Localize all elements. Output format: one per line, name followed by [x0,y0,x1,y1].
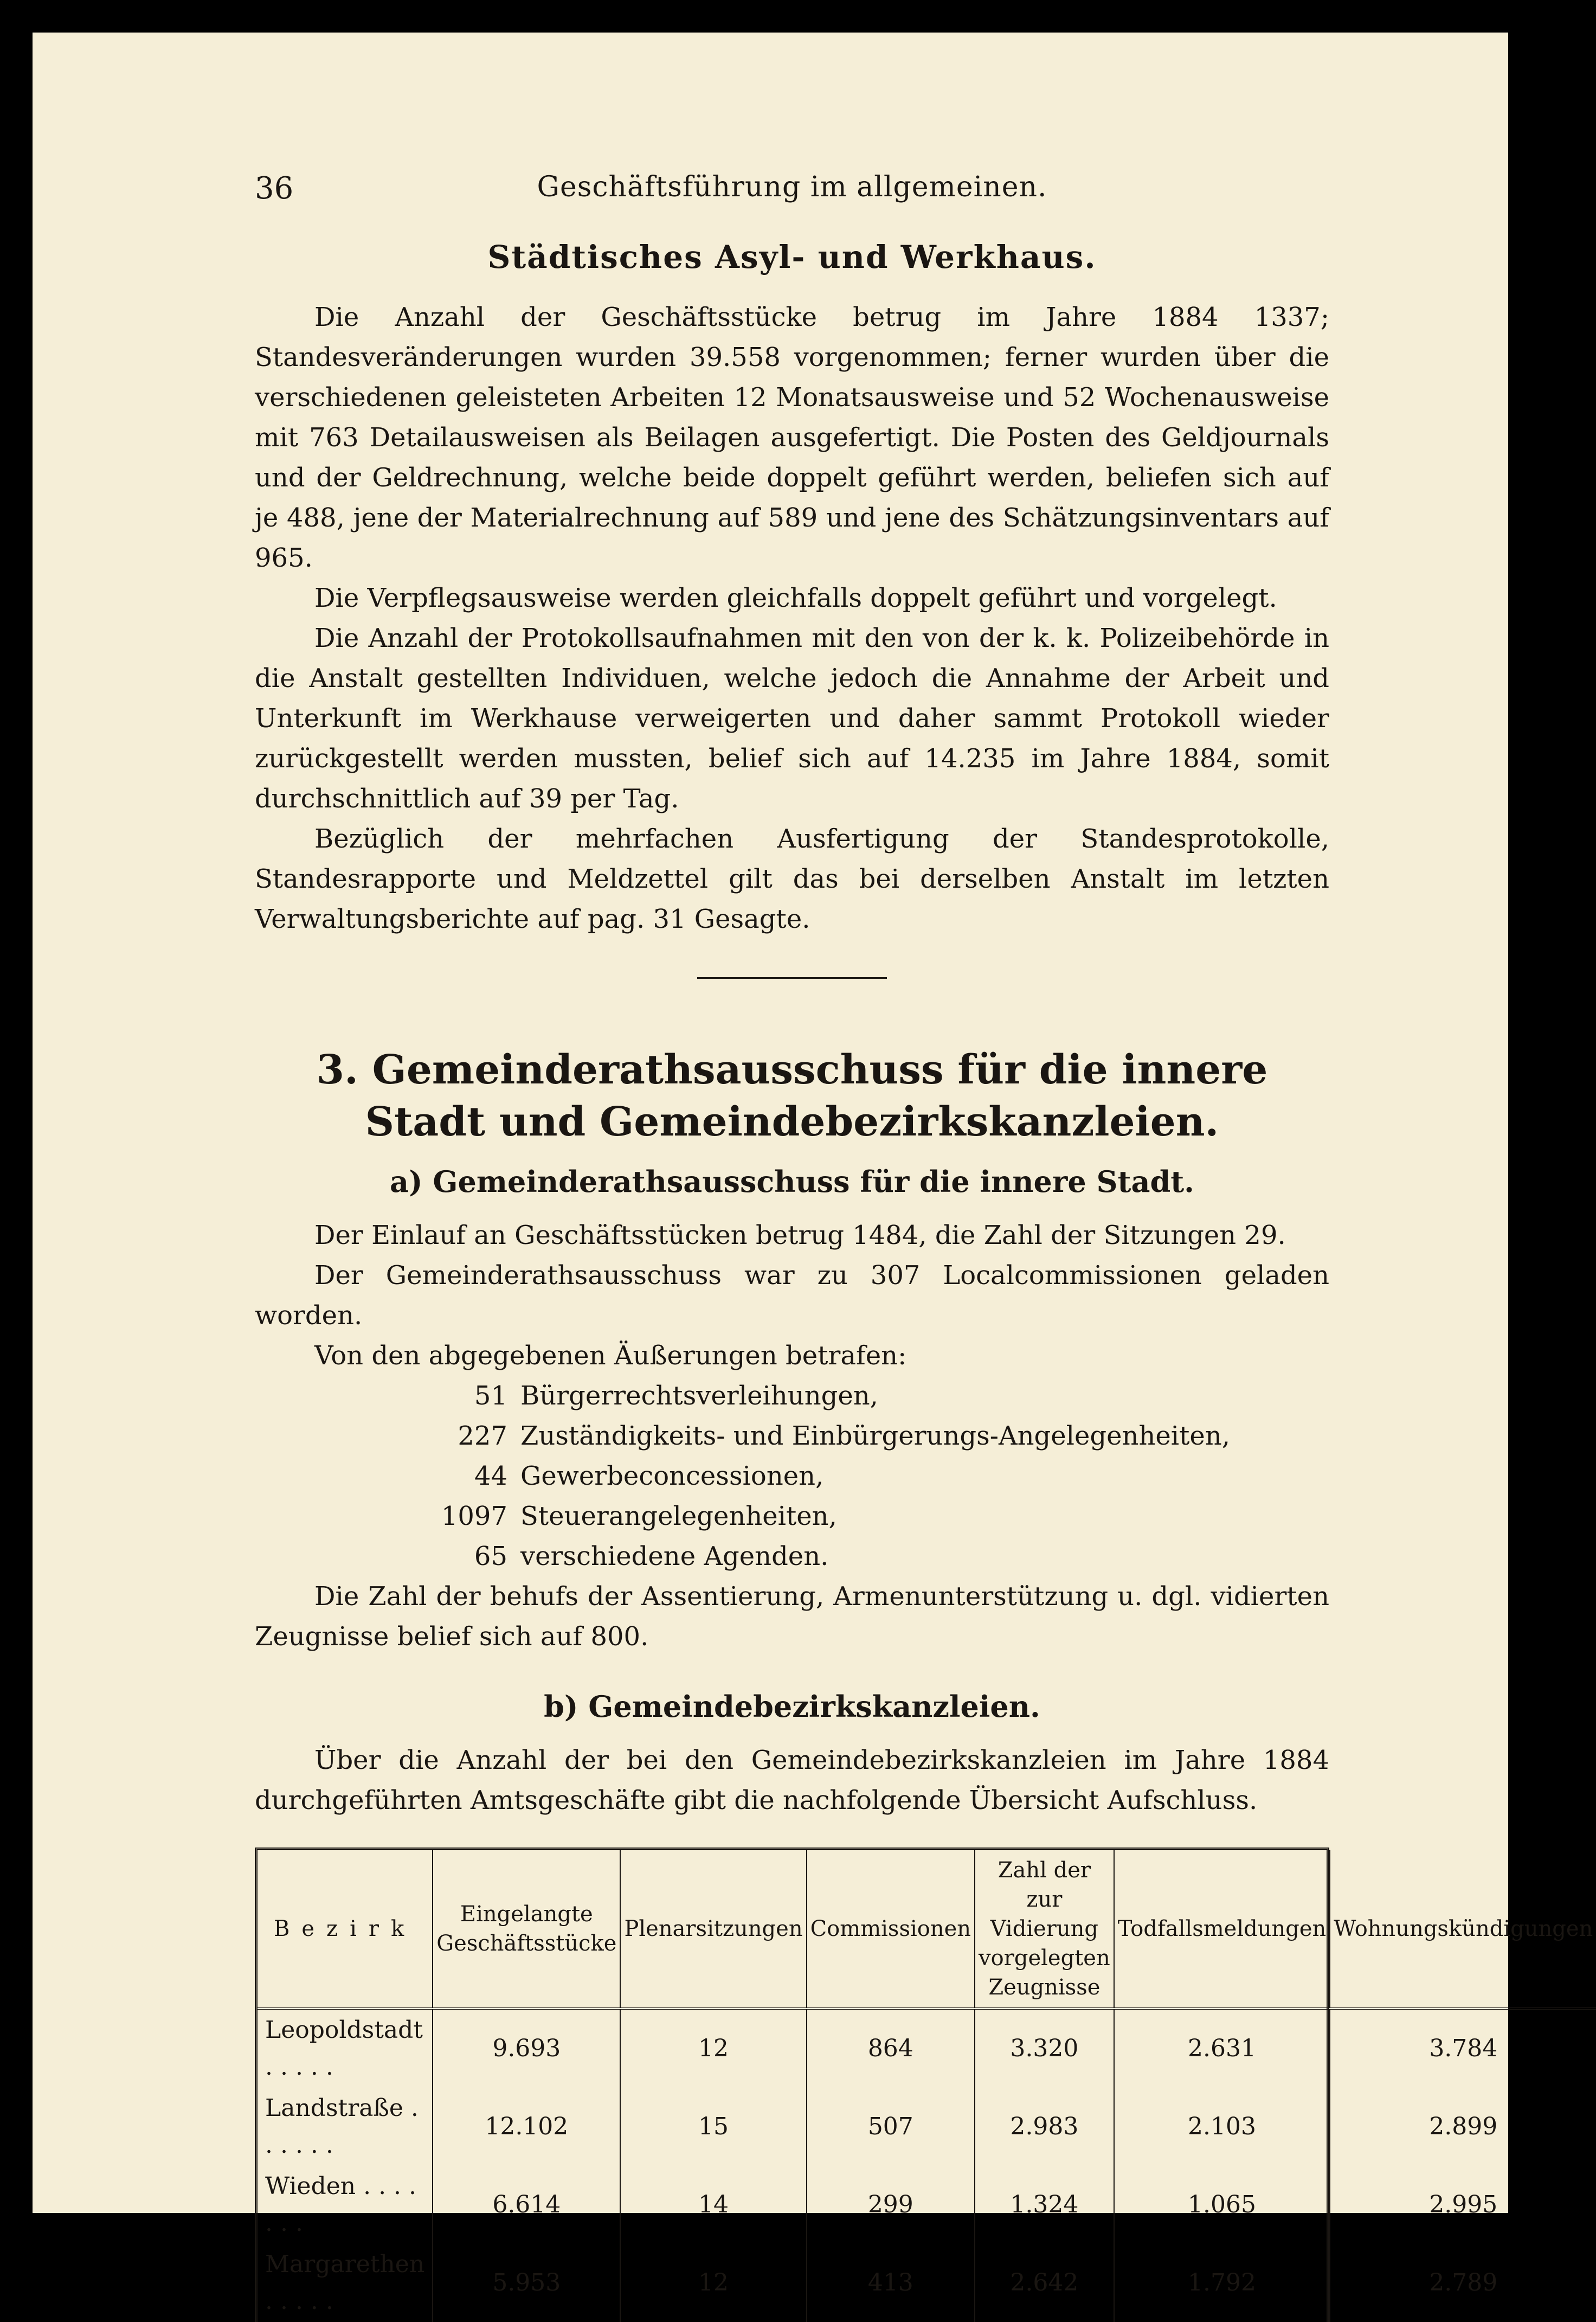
list-item-number: 51 [474,1381,507,1411]
header-plenarsitzungen: Plenarsitzungen [620,1850,806,2009]
header-commissionen: Commissionen [807,1850,975,2009]
page-header [255,171,1329,214]
list-item [255,1376,1329,1416]
cell-bezirk: Landstraße . . . . . . [265,2094,419,2159]
cell-value: 2.899 [1330,2088,1596,2166]
section-a-paragraph-3: Von den abgegebenen Äußerungen betrafen: [314,1340,907,1371]
section-a-closing: Die Zahl der behufs der Assentierung, Armenunterstützung u. dgl. vidierten Zeugnisse belief sich auf 800. [255,1581,1329,1652]
list-item [255,1416,1329,1456]
section-a-paragraph-1: Der Einlauf an Geschäftsstücken betrug 1484, die Zahl der Sitzungen 29. [314,1220,1286,1250]
page-number: 36 [255,171,294,206]
asyl-paragraph-2: Die Verpflegsausweise werden gleichfalls doppelt geführt und vorgelegt. [314,583,1277,613]
list-item-number: 65 [474,1541,507,1571]
list-item-text: Gewerbeconcessionen, [520,1461,824,1491]
cell-value: 2.995 [1330,2166,1596,2244]
cell-value: 413 [807,2244,975,2322]
list-item-text: Steuerangelegenheiten, [520,1501,837,1531]
section-a-paragraph-2: Der Gemeinderathsausschuss war zu 307 Localcommissionen geladen worden. [255,1260,1329,1331]
table-row [258,2166,1596,2244]
section-divider [697,977,887,979]
cell-value: 507 [807,2088,975,2166]
cell-value: 6.614 [433,2166,620,2244]
cell-value: 1.792 [1114,2244,1330,2322]
list-item-number: 44 [474,1461,507,1491]
cell-value: 2.631 [1114,2009,1330,2088]
list-item [255,1456,1329,1496]
cell-value: 864 [807,2009,975,2088]
asyl-paragraph-3: Die Anzahl der Protokollsaufnahmen mit den von der k. k. Polizeibehörde in die Anstalt gestellten Individuen, welche jedoch die Annahme der Arbeit und Unterkunft im Werkhause verweigerten und daher sammt Protokoll wieder zurückgestellt werden mussten, belief sich auf 14.235 im Jahre 1884, somit durchschnittlich auf 39 per Tag. [255,623,1329,814]
cell-bezirk: Margarethen . . . . . [265,2250,425,2315]
header-zeugnisse: Zahl der zur Vidierung vorgelegten Zeugnisse [975,1850,1114,2009]
list-item [255,1496,1329,1536]
district-table-frame [255,1848,1593,2322]
cell-value: 14 [620,2166,806,2244]
table-row [258,2244,1596,2322]
cell-value: 2.789 [1330,2244,1596,2322]
list-item-number: 227 [458,1421,507,1451]
table-row [258,2009,1596,2088]
statement-list [255,1376,1329,1576]
cell-value: 2.103 [1114,2088,1330,2166]
list-item-number: 1097 [441,1501,507,1531]
list-item [255,1536,1329,1576]
cell-value: 12.102 [433,2088,620,2166]
asyl-paragraph-4: Bezüglich der mehrfachen Ausfertigung der Standesprotokolle, Standesrapporte und Meldzettel gilt das bei derselben Anstalt im letzten Verwaltungsberichte auf pag. 31 Gesagte. [255,824,1329,934]
section-b-title: b) Gemeindebezirkskanzleien. [544,1689,1040,1724]
cell-value: 299 [807,2166,975,2244]
table-header-row [258,1850,1596,2009]
district-table [258,1850,1596,2322]
cell-value: 1.065 [1114,2166,1330,2244]
cell-value: 12 [620,2244,806,2322]
cell-value: 3.784 [1330,2009,1596,2088]
asyl-section-title: Städtisches Asyl- und Werkhaus. [487,239,1097,275]
list-item-text: Bürgerrechtsverleihungen, [520,1381,878,1411]
cell-value: 2.983 [975,2088,1114,2166]
section-a-title: a) Gemeinderathsausschuss für die innere Stadt. [390,1164,1194,1199]
section-b-intro: Über die Anzahl der bei den Gemeindebezirkskanzleien im Jahre 1884 durchgeführten Amtsgeschäfte gibt die nachfolgende Übersicht Aufschluss. [255,1745,1329,1816]
cell-value: 3.320 [975,2009,1114,2088]
header-wohnungskuendigungen: Wohnungskündigungen [1330,1850,1596,2009]
document-page [33,33,1593,2315]
list-item-text: verschiedene Agenden. [520,1541,829,1571]
page-content [255,239,1593,2322]
header-todfallsmeldungen: Todfallsmeldungen [1114,1850,1330,2009]
list-item-text: Zuständigkeits- und Einbürgerungs-Angelegenheiten, [520,1421,1231,1451]
cell-value: 2.642 [975,2244,1114,2322]
chapter-title: 3. Gemeinderathsausschuss für die innere Stadt und Gemeindebezirkskanzleien. [316,1047,1268,1145]
cell-value: 1.324 [975,2166,1114,2244]
table-row [258,2088,1596,2166]
cell-value: 9.693 [433,2009,620,2088]
cell-value: 5.953 [433,2244,620,2322]
header-geschaeftsstuecke: Eingelangte Geschäftsstücke [433,1850,620,2009]
cell-value: 12 [620,2009,806,2088]
header-bezirk: Bezirk [273,1916,416,1941]
asyl-paragraph-1: Die Anzahl der Geschäftsstücke betrug im Jahre 1884 1337; Standesveränderungen wurden 39.558 vorgenommen; ferner wurden über die verschiedenen geleisteten Arbeiten 12 Monatsausweise und 52 Wochenausweise mit 763 Detailausweisen als Beilagen ausgefertigt. Die Posten des Geldjournals und der Geldrechnung, welche beide doppelt geführt werden, beliefen sich auf je 488, jene der Materialrechnung auf 589 und jene des Schätzungsinventars auf 965. [255,302,1329,573]
cell-bezirk: Leopoldstadt . . . . . [265,2016,423,2081]
running-title: Geschäftsführung im allgemeinen. [537,171,1047,203]
cell-bezirk: Wieden . . . . . . . [265,2172,416,2237]
cell-value: 15 [620,2088,806,2166]
